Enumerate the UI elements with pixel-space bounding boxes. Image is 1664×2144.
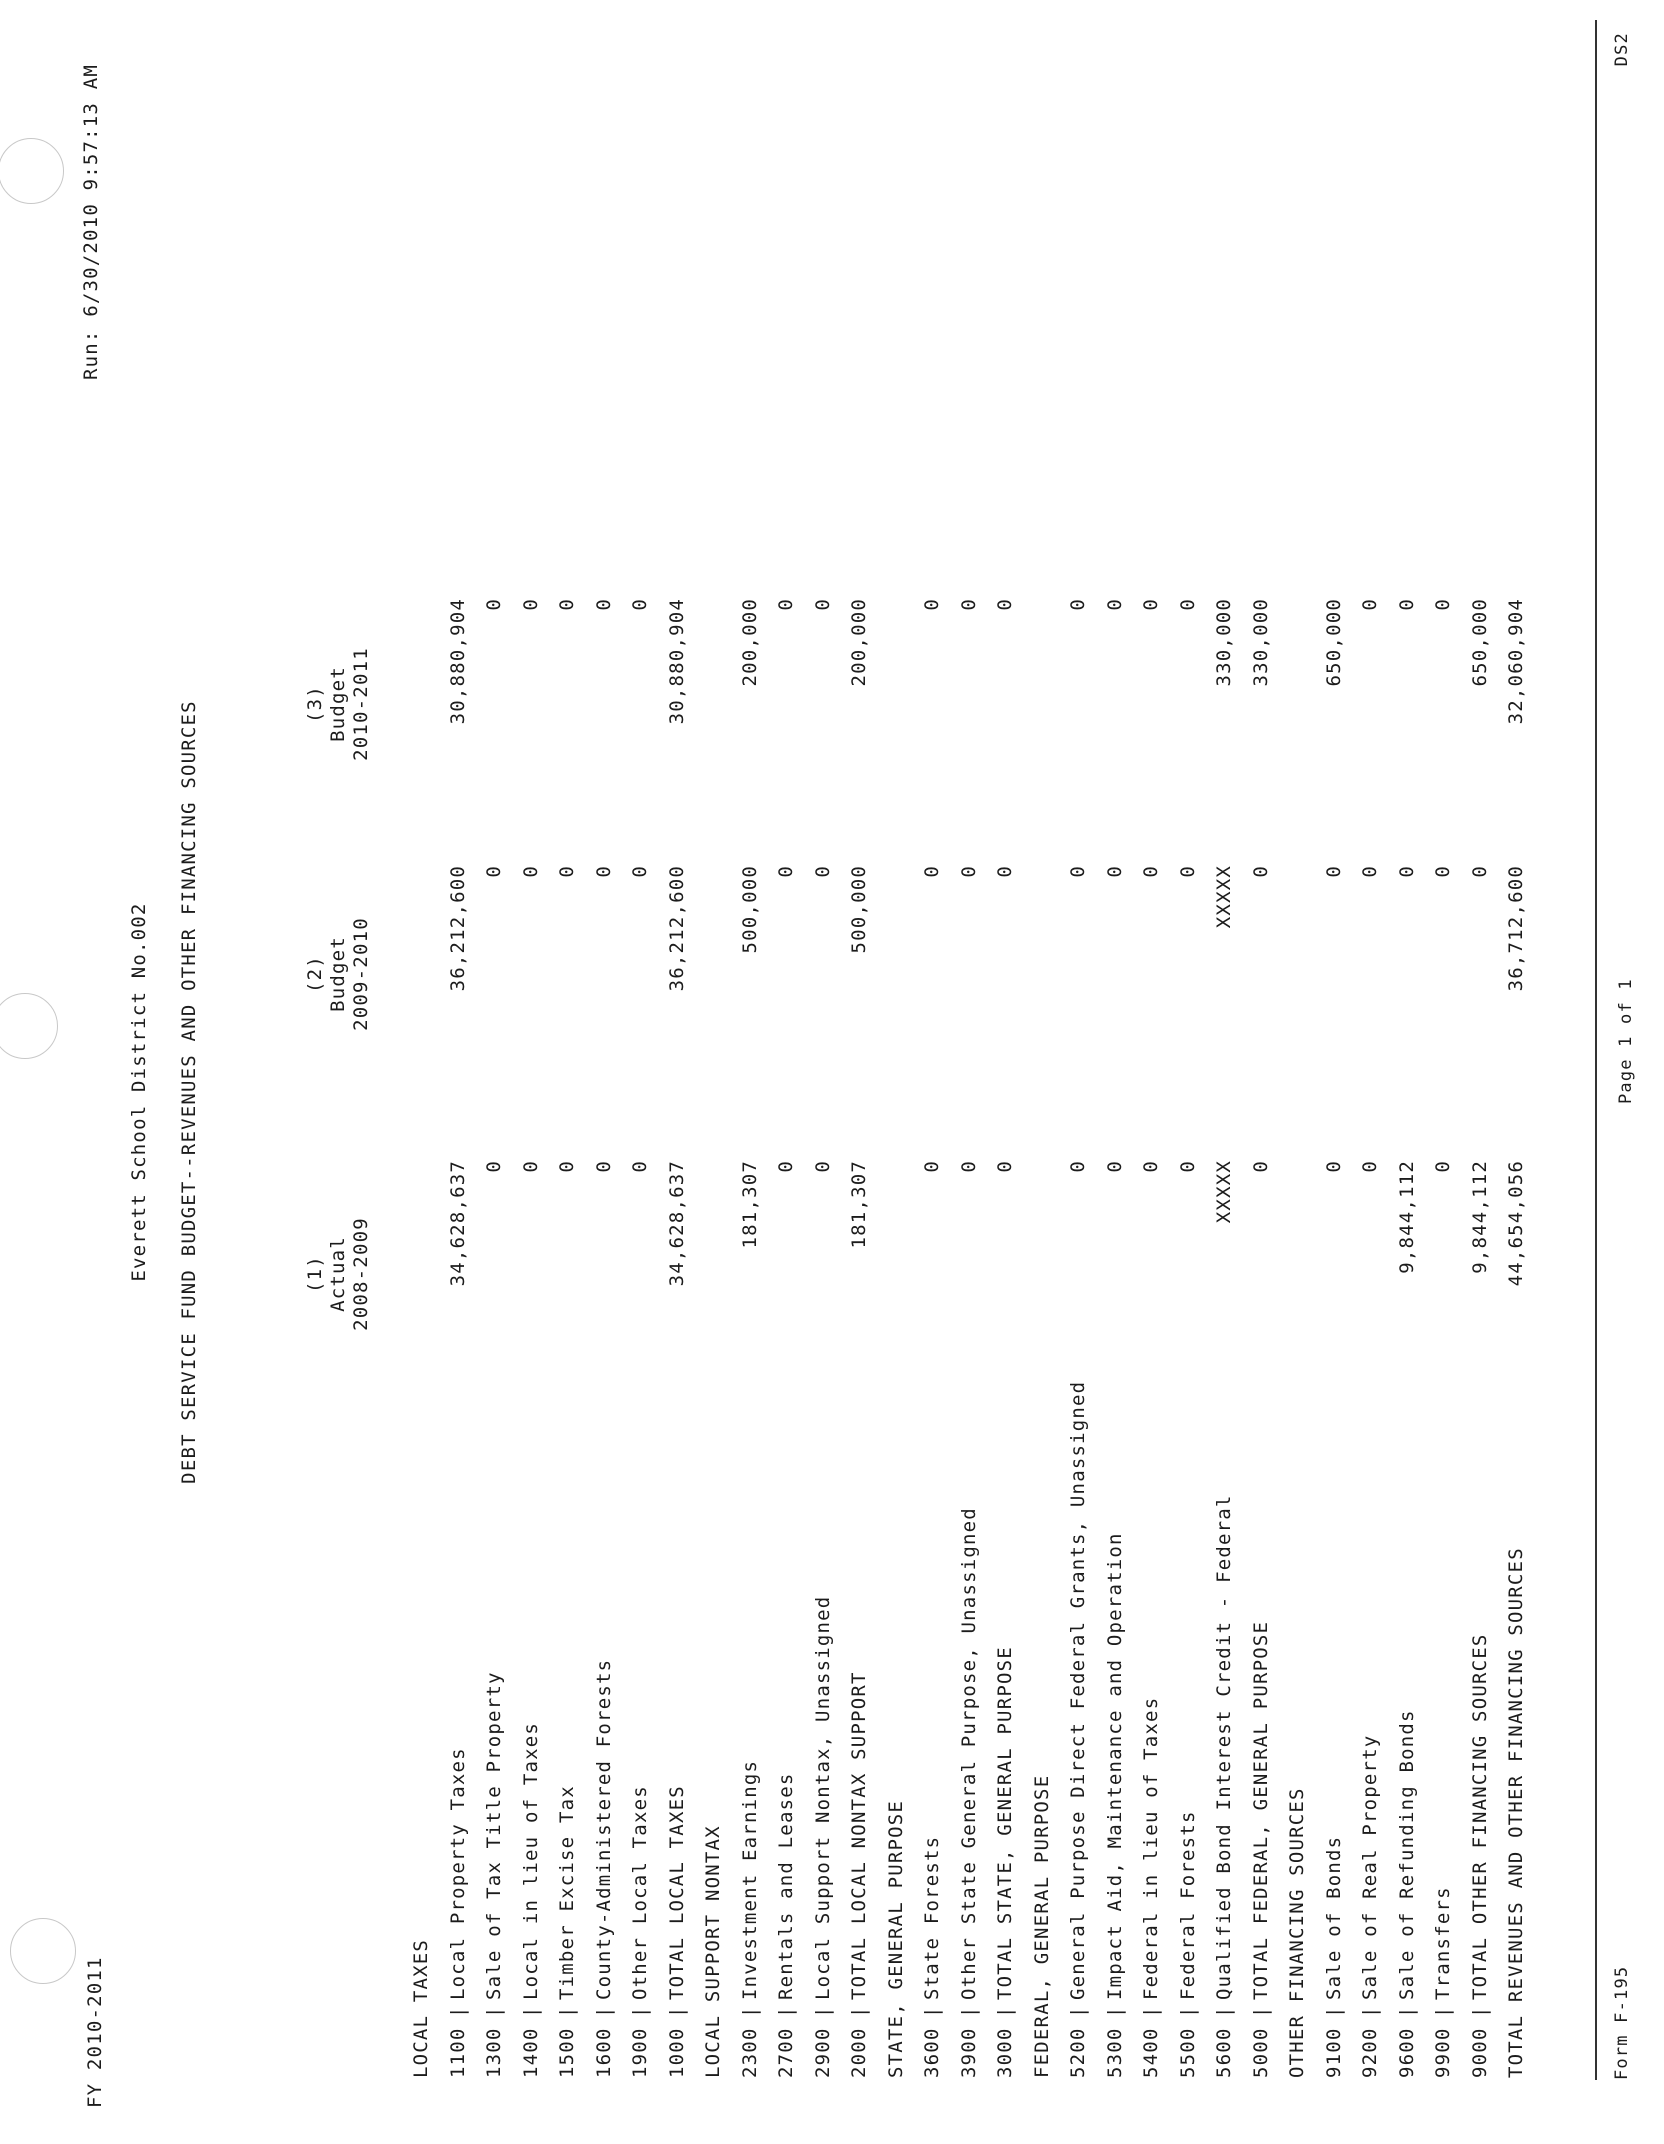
value-budget-2009-2010: 0 — [1322, 865, 1345, 878]
table-row — [958, 0, 996, 2144]
column-separator: | — [1140, 2005, 1162, 2018]
account-label: TOTAL LOCAL TAXES — [665, 1785, 688, 2000]
col-1-num: (1) — [304, 1255, 326, 1293]
run-timestamp: Run: 6/30/2010 9:57:13 AM — [80, 64, 102, 380]
value-budget-2009-2010: 0 — [957, 865, 980, 878]
table-row — [994, 0, 1032, 2144]
section-header-row — [1286, 0, 1324, 2144]
value-budget-2009-2010: 0 — [556, 865, 578, 878]
value-actual-2008-2009: 181,307 — [738, 1160, 761, 1249]
value-budget-2010-2011: 0 — [592, 598, 615, 611]
col-1-label: Actual — [327, 1236, 349, 1312]
column-separator: | — [848, 2005, 870, 2018]
account-code: 1100 — [446, 2027, 469, 2078]
table-row — [483, 0, 521, 2144]
account-label: TOTAL STATE, GENERAL PURPOSE — [994, 1646, 1016, 2000]
report-title: DEBT SERVICE FUND BUDGET--REVENUES AND OTHER FINANCING SOURCES — [178, 700, 200, 1484]
value-actual-2008-2009: 0 — [1432, 1160, 1454, 1173]
value-budget-2009-2010: 0 — [1176, 865, 1199, 878]
col-2-num: (2) — [304, 955, 326, 993]
value-actual-2008-2009: 0 — [1249, 1160, 1272, 1173]
section-label: OTHER FINANCING SOURCES — [1286, 1787, 1308, 2078]
value-budget-2010-2011: 0 — [994, 598, 1016, 611]
column-separator: | — [446, 2005, 469, 2018]
account-code: 5600 — [1213, 2027, 1235, 2078]
value-budget-2010-2011: 0 — [1103, 598, 1126, 611]
value-actual-2008-2009: 0 — [556, 1160, 578, 1173]
column-separator: | — [483, 2005, 505, 2018]
punch-hole-left — [10, 1918, 76, 1984]
table-row — [1469, 0, 1507, 2144]
value-actual-2008-2009: 0 — [629, 1160, 651, 1173]
account-label: TOTAL FEDERAL, GENERAL PURPOSE — [1249, 1620, 1272, 2000]
col-3-label: Budget — [327, 666, 349, 742]
table-row — [1359, 0, 1397, 2144]
table-row — [848, 0, 886, 2144]
column-separator: | — [1103, 2005, 1126, 2018]
value-actual-2008-2009: 0 — [1067, 1160, 1089, 1173]
column-separator: | — [592, 2005, 615, 2018]
account-label: Rentals and Leases — [775, 1772, 797, 2000]
account-label: Sale of Bonds — [1322, 1835, 1345, 2000]
table-row — [556, 0, 594, 2144]
value-budget-2009-2010: 36,712,600 — [1505, 865, 1527, 992]
value-budget-2009-2010: 0 — [629, 865, 651, 878]
value-actual-2008-2009: 0 — [483, 1160, 505, 1173]
value-budget-2009-2010: 0 — [1249, 865, 1272, 878]
table-row — [921, 0, 959, 2144]
value-budget-2009-2010: 0 — [592, 865, 615, 878]
value-budget-2010-2011: 0 — [483, 598, 505, 611]
account-label: Local in lieu of Taxes — [519, 1721, 542, 2000]
value-actual-2008-2009: 34,628,637 — [665, 1160, 688, 1287]
table-row — [1177, 0, 1215, 2144]
value-budget-2009-2010: 0 — [1103, 865, 1126, 878]
district-name: Everett School District No.002 — [128, 902, 150, 1282]
account-code: 2700 — [775, 2027, 797, 2078]
table-row — [1213, 0, 1251, 2144]
table-row — [1104, 0, 1142, 2144]
value-budget-2010-2011: 0 — [519, 598, 542, 611]
value-actual-2008-2009: 0 — [519, 1160, 542, 1173]
col-3-header — [304, 574, 373, 834]
account-label: Local Support Nontax, Unassigned — [811, 1595, 834, 2000]
column-separator: | — [738, 2005, 761, 2018]
column-separator: | — [519, 2005, 542, 2018]
table-row — [1432, 0, 1470, 2144]
col-1-years: 2008-2009 — [350, 1217, 372, 1331]
column-separator: | — [1359, 2005, 1381, 2018]
value-actual-2008-2009: 0 — [1176, 1160, 1199, 1173]
col-3-years: 2010-2011 — [350, 647, 372, 761]
account-code: 1300 — [483, 2027, 505, 2078]
value-actual-2008-2009: 0 — [1322, 1160, 1345, 1173]
value-budget-2009-2010: 0 — [775, 865, 797, 878]
fiscal-year: FY 2010-2011 — [84, 1956, 106, 2108]
account-label: Other Local Taxes — [629, 1785, 651, 2000]
table-row — [812, 0, 850, 2144]
account-code: 5500 — [1176, 2027, 1199, 2078]
account-label: Investment Earnings — [738, 1759, 761, 2000]
page-number: Page 1 of 1 — [1616, 978, 1636, 1104]
value-actual-2008-2009: 0 — [775, 1160, 797, 1173]
value-actual-2008-2009: XXXXX — [1213, 1160, 1235, 1224]
account-code: 9100 — [1322, 2027, 1345, 2078]
account-label: TOTAL LOCAL NONTAX SUPPORT — [848, 1671, 870, 2000]
account-code: 1500 — [556, 2027, 578, 2078]
value-budget-2010-2011: 650,000 — [1468, 598, 1491, 687]
value-budget-2009-2010: 0 — [1067, 865, 1089, 878]
value-budget-2010-2011: 0 — [775, 598, 797, 611]
column-separator: | — [1176, 2005, 1199, 2018]
section-label: STATE, GENERAL PURPOSE — [884, 1799, 907, 2078]
section-label: LOCAL SUPPORT NONTAX — [702, 1825, 724, 2078]
column-separator: | — [775, 2005, 797, 2018]
form-number: Form F-195 — [1612, 1965, 1632, 2080]
value-actual-2008-2009: 9,844,112 — [1468, 1160, 1491, 1274]
value-budget-2010-2011: 200,000 — [738, 598, 761, 687]
value-budget-2010-2011: 0 — [811, 598, 834, 611]
value-actual-2008-2009: 0 — [1103, 1160, 1126, 1173]
footer-rule — [1595, 20, 1597, 2080]
table-row — [593, 0, 631, 2144]
column-separator: | — [994, 2005, 1016, 2018]
section-header-row — [410, 0, 448, 2144]
table-row — [629, 0, 667, 2144]
account-code: 3600 — [921, 2027, 943, 2078]
account-label: Federal in lieu of Taxes — [1140, 1696, 1162, 2000]
col-2-label: Budget — [327, 936, 349, 1012]
table-row — [520, 0, 558, 2144]
account-code: 5000 — [1249, 2027, 1272, 2078]
value-budget-2010-2011: 0 — [629, 598, 651, 611]
punch-hole-right — [0, 138, 64, 204]
column-separator: | — [1322, 2005, 1345, 2018]
form-code: DS2 — [1612, 32, 1632, 67]
table-row — [447, 0, 485, 2144]
account-code: 3000 — [994, 2027, 1016, 2078]
value-budget-2009-2010: XXXXX — [1213, 865, 1235, 929]
column-separator: | — [957, 2005, 980, 2018]
punch-hole-center — [0, 993, 58, 1059]
value-budget-2009-2010: 0 — [1468, 865, 1491, 878]
section-header-row — [702, 0, 740, 2144]
col-3-num: (3) — [304, 685, 326, 723]
value-budget-2010-2011: 0 — [1140, 598, 1162, 611]
account-code: 9900 — [1432, 2027, 1454, 2078]
section-header-row — [1505, 0, 1543, 2144]
value-budget-2010-2011: 650,000 — [1322, 598, 1345, 687]
account-code: 9000 — [1468, 2027, 1491, 2078]
value-budget-2009-2010: 0 — [519, 865, 542, 878]
value-budget-2010-2011: 32,060,904 — [1505, 598, 1527, 725]
value-budget-2010-2011: 0 — [1176, 598, 1199, 611]
table-row — [1250, 0, 1288, 2144]
value-budget-2010-2011: 0 — [921, 598, 943, 611]
account-label: Other State General Purpose, Unassigned — [957, 1507, 980, 2000]
section-label: LOCAL TAXES — [410, 1938, 432, 2078]
value-budget-2009-2010: 0 — [994, 865, 1016, 878]
table-row — [1323, 0, 1361, 2144]
value-actual-2008-2009: 181,307 — [848, 1160, 870, 1249]
value-budget-2009-2010: 0 — [1359, 865, 1381, 878]
column-separator: | — [665, 2005, 688, 2018]
column-separator: | — [921, 2005, 943, 2018]
col-2-header — [304, 844, 373, 1104]
value-budget-2010-2011: 30,880,904 — [665, 598, 688, 725]
table-row — [1140, 0, 1178, 2144]
account-label: Local Property Taxes — [446, 1747, 469, 2000]
column-separator: | — [556, 2005, 578, 2018]
value-actual-2008-2009: 34,628,637 — [446, 1160, 469, 1287]
account-label: Transfers — [1432, 1886, 1454, 2000]
value-budget-2009-2010: 0 — [1140, 865, 1162, 878]
value-budget-2009-2010: 0 — [921, 865, 943, 878]
account-label: Sale of Tax Title Property — [483, 1671, 505, 2000]
account-code: 1400 — [519, 2027, 542, 2078]
value-budget-2010-2011: 30,880,904 — [446, 598, 469, 725]
column-separator: | — [629, 2005, 651, 2018]
value-actual-2008-2009: 0 — [1140, 1160, 1162, 1173]
value-budget-2009-2010: 0 — [483, 865, 505, 878]
column-separator: | — [1395, 2005, 1418, 2018]
account-label: Timber Excise Tax — [556, 1785, 578, 2000]
value-budget-2010-2011: 330,000 — [1213, 598, 1235, 687]
account-code: 5400 — [1140, 2027, 1162, 2078]
value-budget-2009-2010: 0 — [1432, 865, 1454, 878]
account-code: 1900 — [629, 2027, 651, 2078]
value-budget-2009-2010: 500,000 — [738, 865, 761, 954]
column-separator: | — [1432, 2005, 1454, 2018]
account-label: Sale of Real Property — [1359, 1734, 1381, 2000]
value-budget-2009-2010: 0 — [811, 865, 834, 878]
account-code: 2900 — [811, 2027, 834, 2078]
table-row — [666, 0, 704, 2144]
column-separator: | — [811, 2005, 834, 2018]
column-separator: | — [1468, 2005, 1491, 2018]
value-budget-2010-2011: 0 — [1432, 598, 1454, 611]
account-label: Federal Forests — [1176, 1810, 1199, 2000]
table-row — [1396, 0, 1434, 2144]
account-code: 9200 — [1359, 2027, 1381, 2078]
value-actual-2008-2009: 0 — [921, 1160, 943, 1173]
value-actual-2008-2009: 0 — [811, 1160, 834, 1173]
section-header-row — [1031, 0, 1069, 2144]
value-budget-2009-2010: 500,000 — [848, 865, 870, 954]
col-1-header — [304, 1144, 373, 1404]
account-code: 1000 — [665, 2027, 688, 2078]
value-budget-2010-2011: 0 — [957, 598, 980, 611]
account-code: 2300 — [738, 2027, 761, 2078]
value-budget-2010-2011: 330,000 — [1249, 598, 1272, 687]
value-actual-2008-2009: 0 — [592, 1160, 615, 1173]
column-separator: | — [1067, 2005, 1089, 2018]
column-separator: | — [1249, 2005, 1272, 2018]
table-row — [1067, 0, 1105, 2144]
account-label: Sale of Refunding Bonds — [1395, 1709, 1418, 2000]
value-budget-2010-2011: 0 — [1067, 598, 1089, 611]
value-budget-2010-2011: 0 — [556, 598, 578, 611]
value-budget-2009-2010: 36,212,600 — [665, 865, 688, 992]
value-budget-2009-2010: 36,212,600 — [446, 865, 469, 992]
account-code: 5200 — [1067, 2027, 1089, 2078]
value-budget-2010-2011: 0 — [1395, 598, 1418, 611]
account-label: County-Administered Forests — [592, 1658, 615, 2000]
value-budget-2010-2011: 200,000 — [848, 598, 870, 687]
section-label: FEDERAL, GENERAL PURPOSE — [1030, 1774, 1053, 2078]
section-label: TOTAL REVENUES AND OTHER FINANCING SOURCES — [1505, 1547, 1527, 2078]
value-actual-2008-2009: 9,844,112 — [1395, 1160, 1418, 1274]
account-label: State Forests — [921, 1835, 943, 2000]
value-actual-2008-2009: 0 — [957, 1160, 980, 1173]
col-2-years: 2009-2010 — [350, 917, 372, 1031]
account-label: General Purpose Direct Federal Grants, Unassigned — [1067, 1380, 1089, 2000]
value-actual-2008-2009: 44,654,056 — [1505, 1160, 1527, 1287]
account-label: TOTAL OTHER FINANCING SOURCES — [1468, 1633, 1491, 2000]
account-label: Qualified Bond Interest Credit - Federal — [1213, 1494, 1235, 2000]
column-separator: | — [1213, 2005, 1235, 2018]
account-label: Impact Aid, Maintenance and Operation — [1103, 1532, 1126, 2000]
value-budget-2009-2010: 0 — [1395, 865, 1418, 878]
value-actual-2008-2009: 0 — [1359, 1160, 1381, 1173]
table-row — [739, 0, 777, 2144]
account-code: 9600 — [1395, 2027, 1418, 2078]
value-actual-2008-2009: 0 — [994, 1160, 1016, 1173]
account-code: 1600 — [592, 2027, 615, 2078]
section-header-row — [885, 0, 923, 2144]
account-code: 3900 — [957, 2027, 980, 2078]
table-row — [775, 0, 813, 2144]
account-code: 5300 — [1103, 2027, 1126, 2078]
value-budget-2010-2011: 0 — [1359, 598, 1381, 611]
account-code: 2000 — [848, 2027, 870, 2078]
